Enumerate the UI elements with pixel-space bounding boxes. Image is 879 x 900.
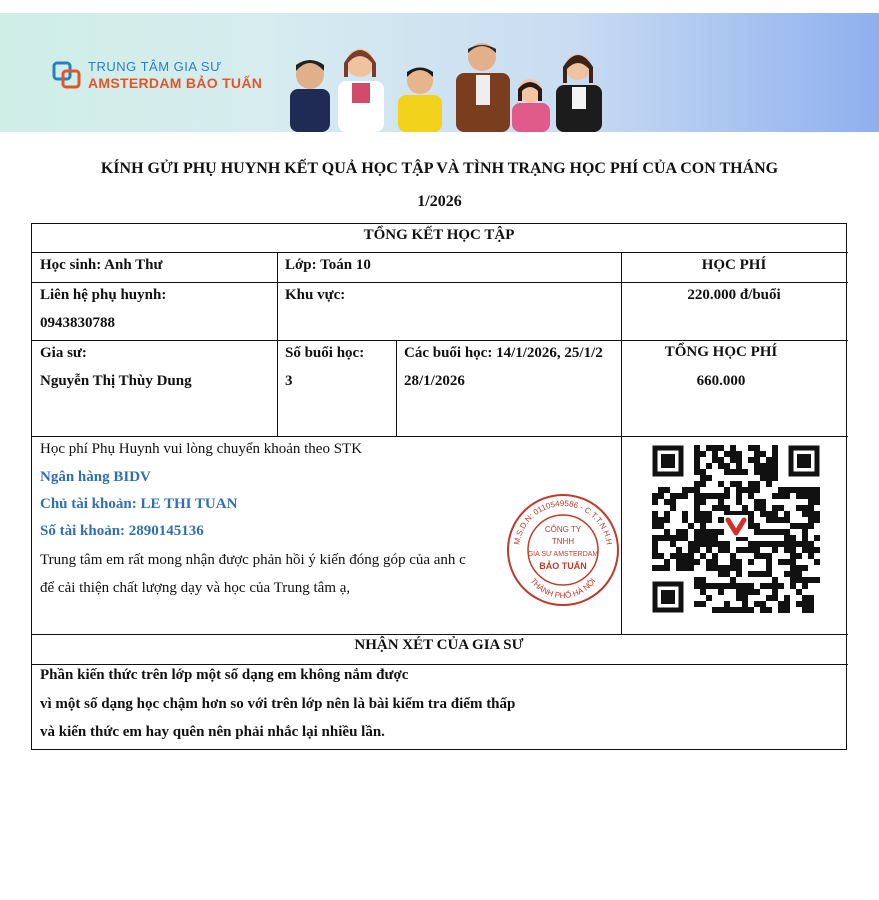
sessions-count: 3	[285, 373, 293, 389]
feedback-text: Trung tâm em rất mong nhận được phản hồi ý kiến đóng góp của anh c	[40, 552, 466, 568]
parent-contact-label: Liên hệ phụ huynh:	[40, 287, 167, 303]
payment-instruction: Học phí Phụ Huynh vui lòng chuyển khoản theo STK	[40, 441, 363, 457]
logo-text-bottom: AMSTERDAM BẢO TUẤN	[88, 75, 263, 91]
class-name: Lớp: Toán 10	[285, 257, 371, 273]
account-holder: Chủ tài khoản: LE THI TUAN	[40, 496, 238, 512]
table-rule	[621, 252, 622, 634]
qr-code[interactable]	[650, 443, 822, 615]
total-fee-value: 660.000	[696, 373, 746, 389]
table-rule	[32, 252, 848, 253]
header-banner	[0, 13, 879, 132]
table-rule	[396, 340, 397, 436]
stamp-line2: TNHH	[551, 537, 575, 546]
stamp-outer-text: M.S.D.N: 0110549586 - C.T.T.N.H.H	[512, 498, 614, 546]
table-rule	[277, 252, 278, 436]
summary-header: TỔNG KẾT HỌC TẬP	[363, 227, 515, 243]
table-rule	[32, 634, 848, 635]
stamp-bottom-text: THÀNH PHỐ HÀ NỘI	[528, 576, 598, 601]
tutor-label: Gia sư:	[40, 345, 87, 361]
student-name: Học sinh: Anh Thư	[40, 257, 163, 273]
logo-icon	[52, 61, 82, 89]
total-fee-label: TỔNG HỌC PHÍ	[664, 344, 778, 360]
fee-per-session: 220.000 đ/buổi	[687, 287, 781, 303]
stamp-line3: GIA SƯ AMSTERDAM	[527, 551, 599, 558]
logo-text-top: TRUNG TÂM GIA SƯ	[88, 59, 222, 74]
table-rule	[32, 340, 848, 341]
stamp-line4: BẢO TUẤN	[539, 561, 587, 571]
comment-line: vì một số dạng học chậm hơn so với trên lớp nên là bài kiểm tra điểm thấp	[40, 696, 516, 712]
page-title: KÍNH GỬI PHỤ HUYNH KẾT QUẢ HỌC TẬP VÀ TÌNH TRẠNG HỌC PHÍ CỦA CON THÁNG	[100, 160, 779, 177]
sessions-label: Số buổi học:	[285, 345, 365, 361]
table-rule	[32, 282, 848, 283]
tutor-name: Nguyễn Thị Thùy Dung	[40, 373, 192, 389]
fee-header: HỌC PHÍ	[701, 257, 767, 273]
parent-contact-phone: 0943830788	[40, 315, 115, 331]
session-dates: Các buổi học: 14/1/2026, 25/1/2	[404, 345, 603, 361]
feedback-text-cont: để cải thiện chất lượng dạy và học của Trung tâm ạ,	[40, 580, 351, 596]
svg-text:THÀNH PHỐ HÀ NỘI	[529, 577, 598, 601]
bank-name: Ngân hàng BIDV	[40, 469, 151, 485]
banner-people-image	[272, 33, 612, 132]
area-label: Khu vực:	[285, 287, 346, 303]
session-dates-cont: 28/1/2026	[404, 373, 465, 389]
page-title-month: 1/2026	[417, 193, 462, 210]
comment-line: Phần kiến thức trên lớp một số dạng em không nắm được	[40, 667, 409, 683]
company-stamp	[505, 492, 621, 608]
account-number: Số tài khoản: 2890145136	[40, 523, 204, 539]
comment-line: và kiến thức em hay quên nên phải nhắc lại nhiều lần.	[40, 724, 385, 740]
comments-header: NHẬN XÉT CỦA GIA SƯ	[354, 637, 524, 653]
stamp-line1: CÔNG TY	[544, 525, 582, 534]
table-rule	[32, 664, 848, 665]
table-rule	[32, 436, 848, 437]
